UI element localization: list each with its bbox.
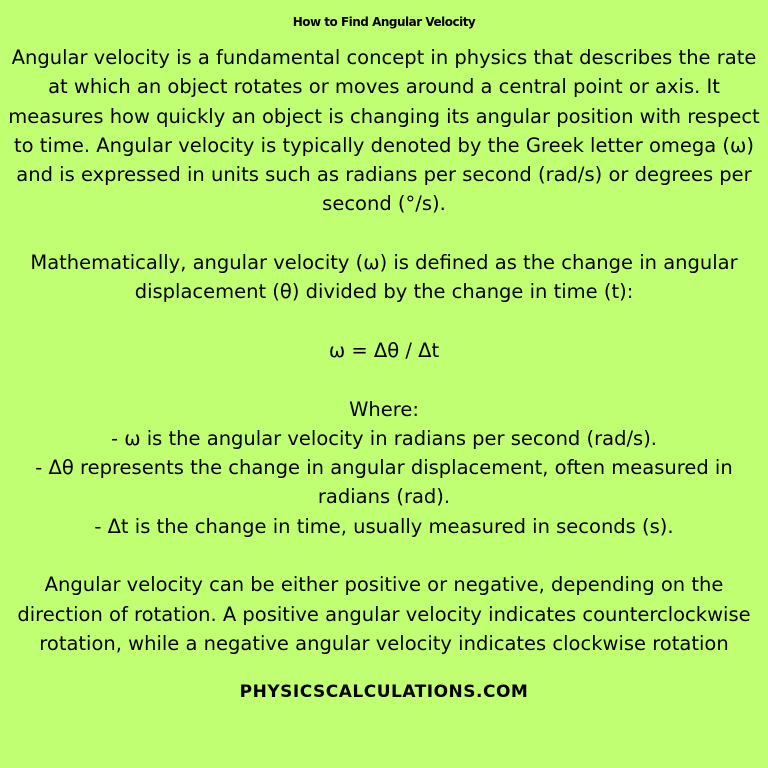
intro-line: second (°/s).	[322, 192, 446, 216]
paragraph-spacer	[0, 219, 768, 248]
definition-line: Mathematically, angular velocity (ω) is defined as the change in angular	[30, 251, 738, 275]
sign-line: rotation, while a negative angular velocity indicates clockwise rotation	[39, 631, 729, 655]
sign-line: direction of rotation. A positive angular velocity indicates counterclockwise	[17, 602, 751, 626]
paragraph-spacer	[0, 307, 768, 336]
where-label: Where:	[349, 397, 419, 421]
where-line: - ω is the angular velocity in radians per second (rad/s).	[111, 426, 657, 450]
where-line: - Δθ represents the change in angular displacement, often measured in	[35, 456, 733, 480]
intro-line: Angular velocity is a fundamental concept in physics that describes the rate	[11, 46, 757, 69]
intro-line: to time. Angular velocity is typically denoted by the Greek letter omega (ω)	[14, 133, 754, 157]
page-title: How to Find Angular Velocity	[292, 15, 476, 29]
article-body	[0, 43, 768, 658]
paragraph-spacer	[0, 365, 768, 394]
where-paragraph	[0, 395, 768, 541]
intro-line: at which an object rotates or moves around a central point or axis. It	[48, 75, 720, 99]
definition-paragraph	[0, 248, 768, 307]
formula	[0, 336, 768, 365]
sign-line: Angular velocity can be either positive or negative, depending on the	[44, 573, 724, 597]
intro-line: measures how quickly an object is changing its angular position with respect	[8, 104, 760, 128]
intro-paragraph	[0, 43, 768, 219]
definition-line: displacement (θ) divided by the change in time (t):	[134, 280, 634, 304]
paragraph-spacer	[0, 541, 768, 570]
where-line: radians (rad).	[317, 485, 451, 509]
formula-text: ω = Δθ / Δt	[328, 338, 440, 362]
sign-paragraph	[0, 570, 768, 658]
intro-line: and is expressed in units such as radians per second (rad/s) or degrees per	[16, 163, 752, 187]
site-footer: PHYSICSCALCULATIONS.COM	[239, 682, 529, 702]
where-line: - Δt is the change in time, usually measured in seconds (s).	[94, 514, 674, 538]
